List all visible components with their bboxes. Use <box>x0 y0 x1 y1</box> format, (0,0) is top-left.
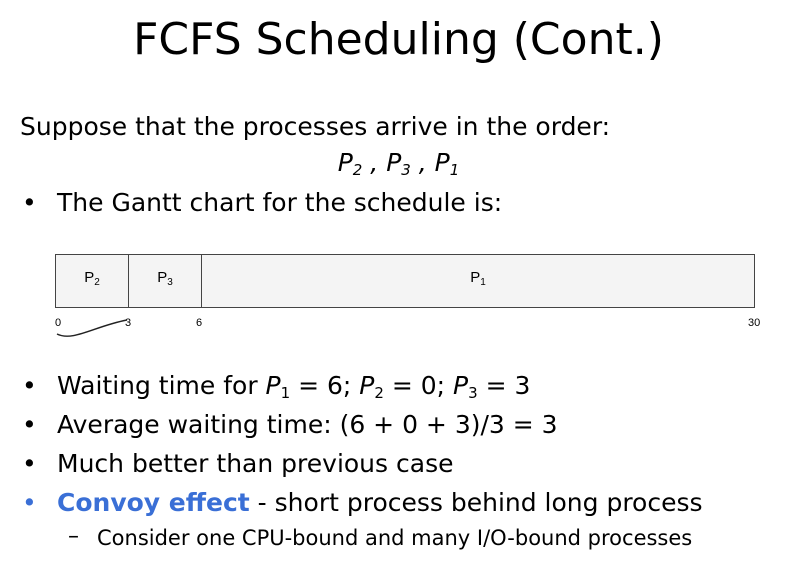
better-case: Much better than previous case <box>57 449 454 478</box>
waiting-times: Waiting time for $P_1 = 6$; $P_2 = 0$; $P_3 = 3$ <box>57 371 531 402</box>
gantt-tick-0: 0 <box>55 317 62 329</box>
gantt-segment-p3: $P_3$ <box>129 255 202 307</box>
squiggle-annotation <box>55 318 135 342</box>
sub-bullet: Consider one CPU-bound and many I/O-bound processes <box>97 526 693 550</box>
bullet-icon: • <box>22 449 37 478</box>
gantt-tick-6: 6 <box>196 317 203 329</box>
average-waiting: Average waiting time: (6 + 0 + 3)/3 = 3 <box>57 410 558 439</box>
gantt-intro: The Gantt chart for the schedule is: <box>57 188 503 217</box>
bullet-icon: • <box>22 188 37 217</box>
dash-icon: – <box>68 524 79 549</box>
bullet-icon: • <box>22 410 37 439</box>
gantt-segment-p2: $P_2$ <box>56 255 129 307</box>
gantt-tick-30: 30 <box>748 317 761 329</box>
gantt-tick-3: 3 <box>125 317 132 329</box>
bullet-icon: • <box>22 371 37 400</box>
arrival-order: $P_2$ , $P_3$ , $P_1$ <box>337 148 460 179</box>
gantt-segment-p1: $P_1$ <box>470 269 486 288</box>
bullet-icon: • <box>22 488 37 517</box>
convoy-effect: Convoy effect - short process behind long process <box>57 488 703 517</box>
intro-text: Suppose that the processes arrive in the order: <box>20 112 611 141</box>
gantt-chart <box>55 254 755 308</box>
slide-title: FCFS Scheduling (Cont.) <box>133 14 664 65</box>
